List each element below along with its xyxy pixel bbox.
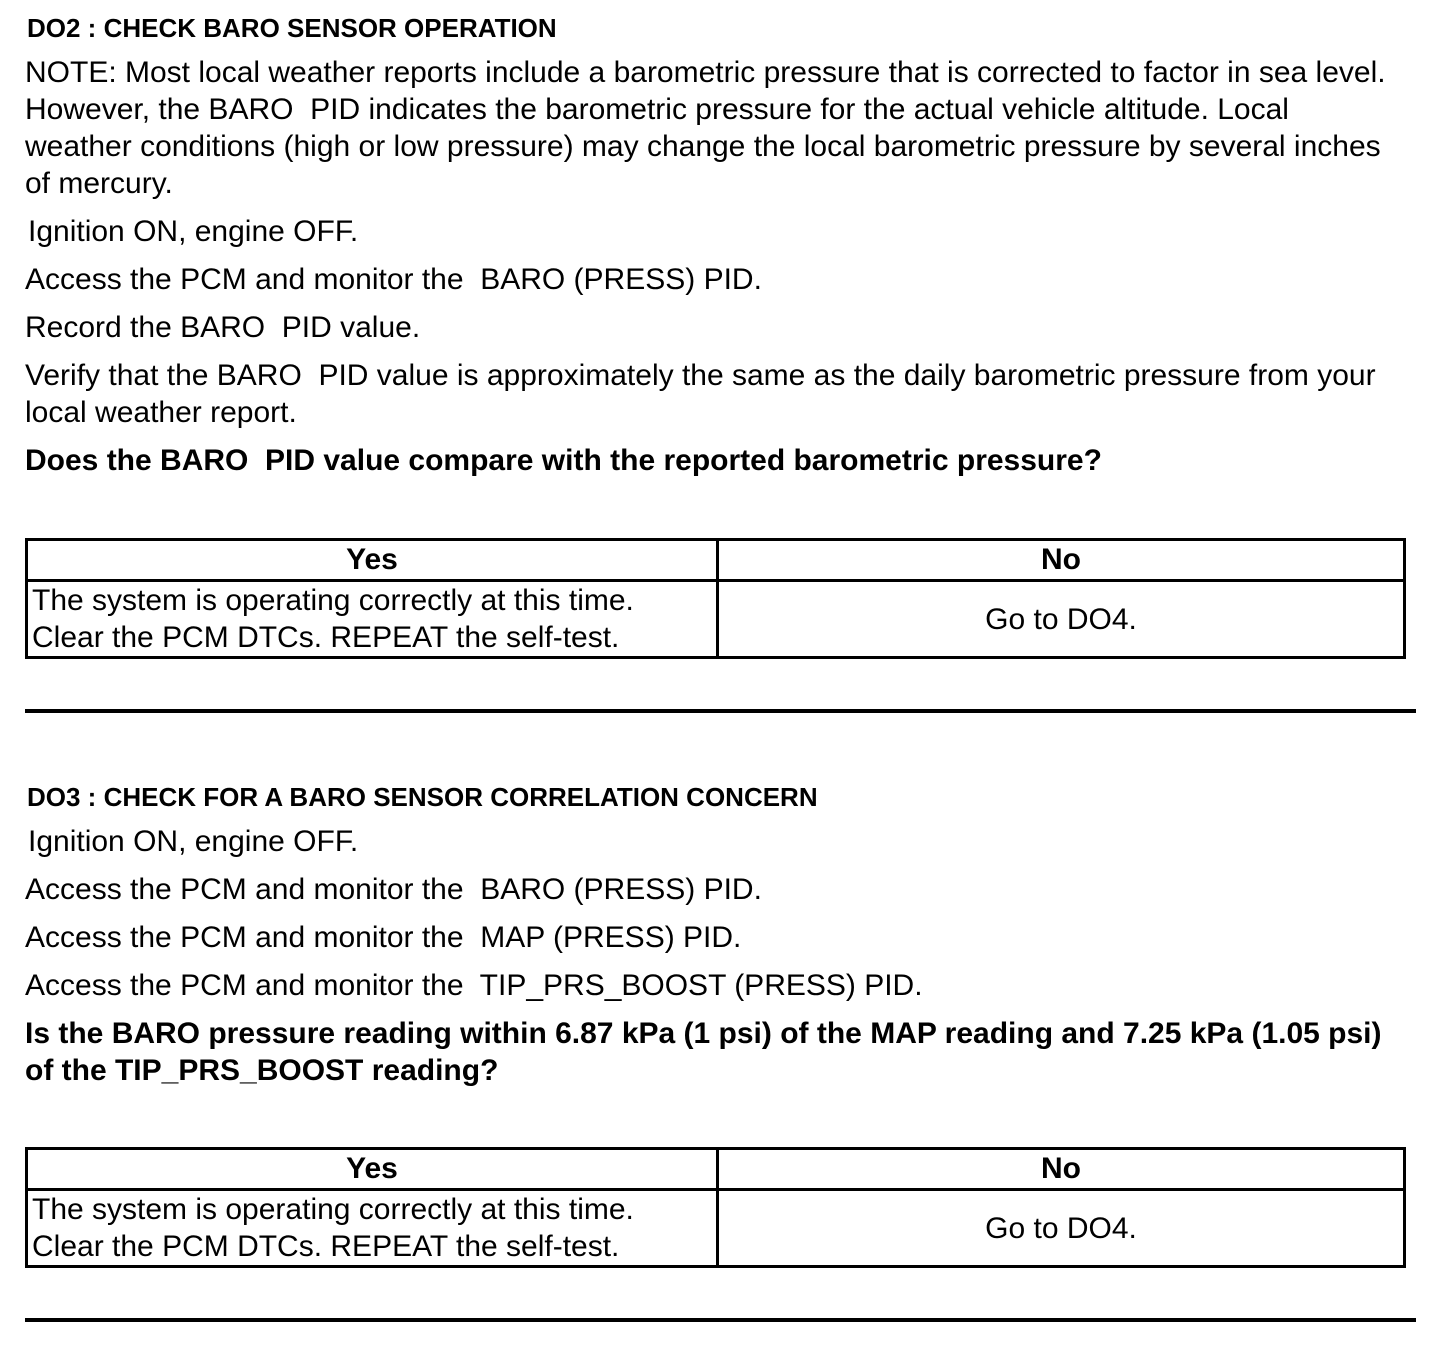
instruction-line: Verify that the BARO PID value is approximately the same as the daily barometric pressure from your local weather report.	[25, 359, 1384, 429]
table-row	[27, 581, 1405, 658]
yes-line: Clear the PCM DTCs. REPEAT the self-test.	[32, 621, 620, 654]
step-heading: DO2 : CHECK BARO SENSOR OPERATION	[27, 13, 557, 43]
yes-cell	[27, 581, 718, 658]
instruction-line: Record the BARO PID value.	[25, 311, 421, 344]
section-divider	[25, 709, 1416, 713]
decision-question: Is the BARO pressure reading within 6.87 kPa (1 psi) of the MAP reading and 7.25 kPa (1.05 psi) of the TIP_PRS_BOOST reading?	[25, 1017, 1390, 1087]
section-do3	[25, 782, 1420, 1089]
yes-header: Yes	[27, 1149, 718, 1190]
yes-line: The system is operating correctly at this time.	[32, 584, 634, 617]
instruction-line: Access the PCM and monitor the MAP (PRESS) PID.	[25, 921, 742, 954]
no-cell: Go to DO4.	[718, 1190, 1405, 1267]
no-header: No	[718, 540, 1405, 581]
no-cell: Go to DO4.	[718, 581, 1405, 658]
decision-table-do3	[25, 1147, 1406, 1268]
step-heading: DO3 : CHECK FOR A BARO SENSOR CORRELATION CONCERN	[27, 782, 818, 812]
yes-line: The system is operating correctly at this time.	[32, 1193, 634, 1226]
section-divider	[25, 1318, 1416, 1322]
no-header: No	[718, 1149, 1405, 1190]
table-row	[27, 1190, 1405, 1267]
decision-table-do2	[25, 538, 1406, 659]
table-header-row	[27, 1149, 1405, 1190]
instruction-line: Access the PCM and monitor the BARO (PRESS) PID.	[25, 873, 762, 906]
section-do2	[25, 13, 1420, 479]
instruction-line: Ignition ON, engine OFF.	[28, 215, 359, 248]
yes-cell	[27, 1190, 718, 1267]
yes-header: Yes	[27, 540, 718, 581]
instruction-line: Access the PCM and monitor the TIP_PRS_BOOST (PRESS) PID.	[25, 969, 923, 1002]
decision-question: Does the BARO PID value compare with the reported barometric pressure?	[25, 444, 1102, 477]
table-header-row	[27, 540, 1405, 581]
yes-line: Clear the PCM DTCs. REPEAT the self-test.	[32, 1230, 620, 1263]
instruction-line: Access the PCM and monitor the BARO (PRESS) PID.	[25, 263, 762, 296]
note-paragraph: NOTE: Most local weather reports include a barometric pressure that is corrected to factor in sea level. However, the BARO PID indicates the barometric pressure for the actual vehicle altitude. Local weather conditions (high or low pressure) may change the local barometric pressure by several inches of mercury.	[25, 56, 1394, 200]
instruction-line: Ignition ON, engine OFF.	[28, 825, 359, 858]
